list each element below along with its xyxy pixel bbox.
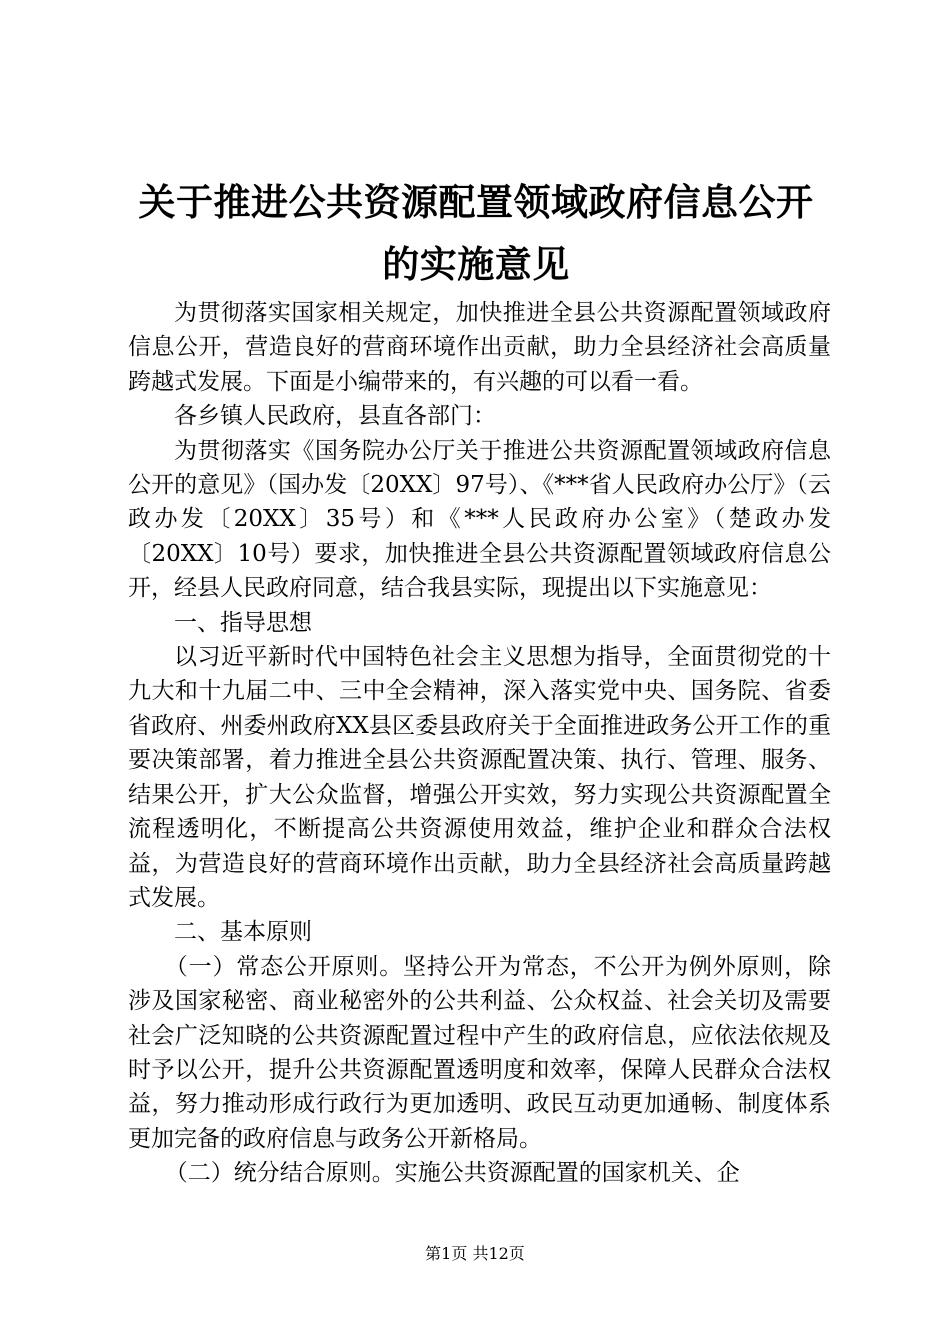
- paragraph-salutation: 各乡镇人民政府，县直各部门：: [174, 403, 496, 430]
- paragraph-principle-2: （二）统分结合原则。实施公共资源配置的国家机关、企: [164, 1160, 740, 1187]
- document-title: 关于推进公共资源配置领域政府信息公开的实施意见: [138, 181, 814, 286]
- paragraph-preamble: 为贯彻落实《国务院办公厅关于推进公共资源配置领域政府信息公开的意见》（国办发〔20XX〕97号）、《***省人民政府办公厅》（云政办发〔20XX〕35号）和《***人民政府办公室》（楚政办发〔20XX〕10号）要求，加快推进全县公共资源配置领域政府信息公开，经县人民政府同意，结合我县实际，现提出以下实施意见：: [128, 437, 831, 602]
- paragraph-guiding-ideology: 以习近平新时代中国特色社会主义思想为指导，全面贯彻党的十九大和十九届二中、三中全会精神，深入落实党中央、国务院、省委省政府、州委州政府XX县区委县政府关于全面推进政务公开工作的重要决策部署，着力推进全县公共资源配置决策、执行、管理、服务、结果公开，扩大公众监督，增强公开实效，努力实现公共资源配置全流程透明化，不断提高公共资源使用效益，维护企业和群众合法权益，为营造良好的营商环境作出贡献，助力全县经济社会高质量跨越式发展。: [128, 644, 831, 911]
- page-number-footer: 第1页 共12页: [425, 1244, 525, 1263]
- document-body: [128, 296, 831, 1191]
- section-heading-guiding-ideology: 一、指导思想: [174, 609, 312, 636]
- paragraph-principle-1: （一）常态公开原则。坚持公开为常态，不公开为例外原则，除涉及国家秘密、商业秘密外的公共利益、公众权益、社会关切及需要社会广泛知晓的公共资源配置过程中产生的政府信息，应依法依规及时予以公开，提升公共资源配置透明度和效率，保障人民群众合法权益，努力推动形成行政行为更加透明、政民互动更加通畅、制度体系更加完备的政府信息与政务公开新格局。: [128, 953, 831, 1152]
- section-heading-basic-principles: 二、基本原则: [174, 919, 312, 946]
- paragraph-intro: 为贯彻落实国家相关规定，加快推进全县公共资源配置领域政府信息公开，营造良好的营商环境作出贡献，助力全县经济社会高质量跨越式发展。下面是小编带来的，有兴趣的可以看一看。: [128, 300, 831, 395]
